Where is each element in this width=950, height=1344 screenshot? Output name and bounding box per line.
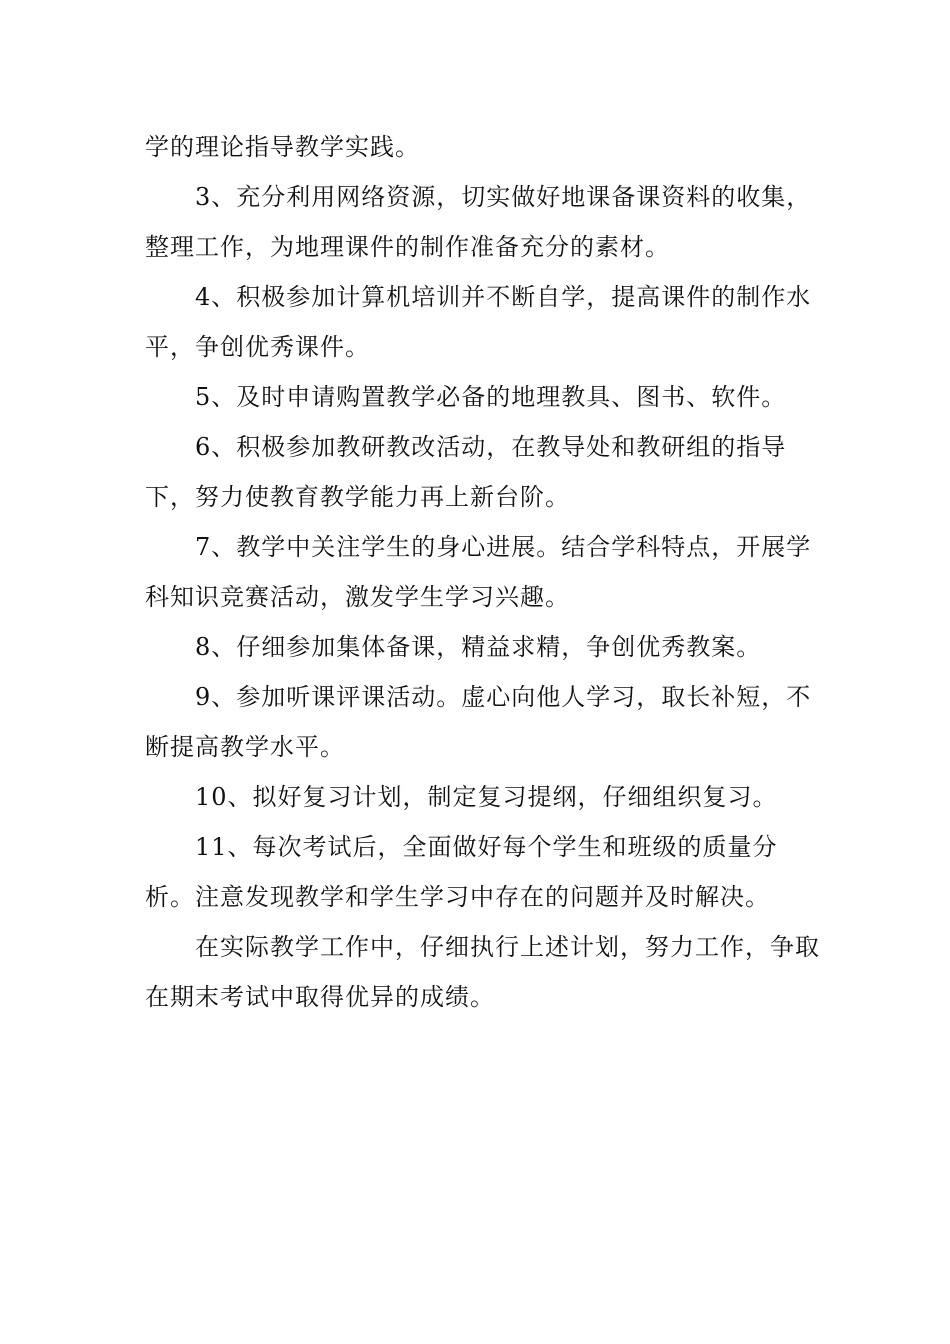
paragraph-item-9: 9、参加听课评课活动。虚心向他人学习，取长补短，不断提高教学水平。 [145, 683, 812, 761]
document-body [145, 122, 825, 1022]
paragraph-item-10: 10、拟好复习计划，制定复习提纲，仔细组织复习。 [195, 783, 778, 811]
paragraph-item-5: 5、及时申请购置教学必备的地理教具、图书、软件。 [195, 383, 787, 411]
paragraph-conclusion: 在实际教学工作中，仔细执行上述计划，努力工作，争取在期末考试中取得优异的成绩。 [145, 933, 820, 1011]
paragraph-continuation: 学的理论指导教学实践。 [145, 133, 420, 161]
paragraph-item-11: 11、每次考试后，全面做好每个学生和班级的质量分析。注意发现教学和学生学习中存在的问题并及时解决。 [145, 833, 778, 911]
paragraph-item-7: 7、教学中关注学生的身心进展。结合学科特点，开展学科知识竞赛活动，激发学生学习兴趣。 [145, 533, 812, 611]
paragraph-item-6: 6、积极参加教研教改活动，在教导处和教研组的指导下，努力使教育教学能力再上新台阶。 [145, 433, 787, 511]
paragraph-item-3: 3、充分利用网络资源，切实做好地课备课资料的收集，整理工作，为地理课件的制作准备充分的素材。 [145, 183, 812, 261]
paragraph-item-8: 8、仔细参加集体备课，精益求精，争创优秀教案。 [195, 633, 762, 661]
paragraph-item-4: 4、积极参加计算机培训并不断自学，提高课件的制作水平，争创优秀课件。 [145, 283, 812, 361]
